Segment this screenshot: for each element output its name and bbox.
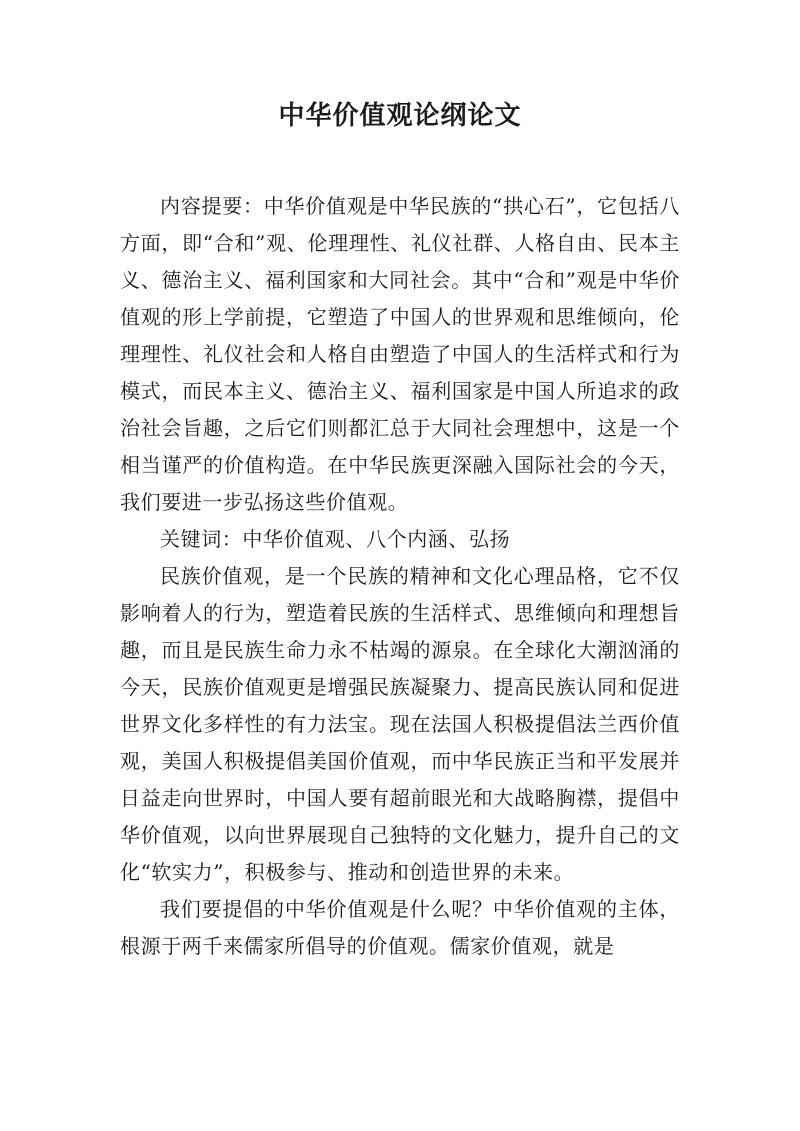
document-title: 中华价值观论纲论文 [278, 101, 522, 131]
keywords-paragraph: 关键词：中华价值观、八个内涵、弘扬 [160, 527, 511, 551]
body-paragraph-1: 民族价值观，是一个民族的精神和文化心理品格，它不仅影响着人的行为，塑造着民族的生活样式、思维倾向和理想旨趣，而且是民族生命力永不枯竭的源泉。在全球化大潮汹涌的今天，民族价值观更是增强民族凝聚力、提高民族认同和促进世界文化多样性的有力法宝。现在法国人积极提倡法兰西价值观，美国人积极提倡美国价值观，而中华民族正当和平发展并日益走向世界时，中国人要有超前眼光和大战略胸襟，提倡中华价值观，以向世界展现自己独特的文化魅力，提升自己的文化“软实力”，积极参与、推动和创造世界的未来。 [120, 564, 680, 884]
body-paragraph-2: 我们要提倡的中华价值观是什么呢？中华价值观的主体，根源于两千来儒家所倡导的价值观。儒家价值观，就是 [120, 897, 680, 958]
abstract-paragraph: 内容提要：中华价值观是中华民族的“拱心石”，它包括八方面，即“合和”观、伦理理性、礼仪社群、人格自由、民本主义、德治主义、福利国家和大同社会。其中“合和”观是中华价值观的形上学前提，它塑造了中国人的世界观和思维倾向，伦理理性、礼仪社会和人格自由塑造了中国人的生活样式和行为模式，而民本主义、德治主义、福利国家是中国人所追求的政治社会旨趣，之后它们则都汇总于大同社会理想中，这是一个相当谨严的价值构造。在中华民族更深融入国际社会的今天，我们要进一步弘扬这些价值观。 [120, 194, 680, 514]
